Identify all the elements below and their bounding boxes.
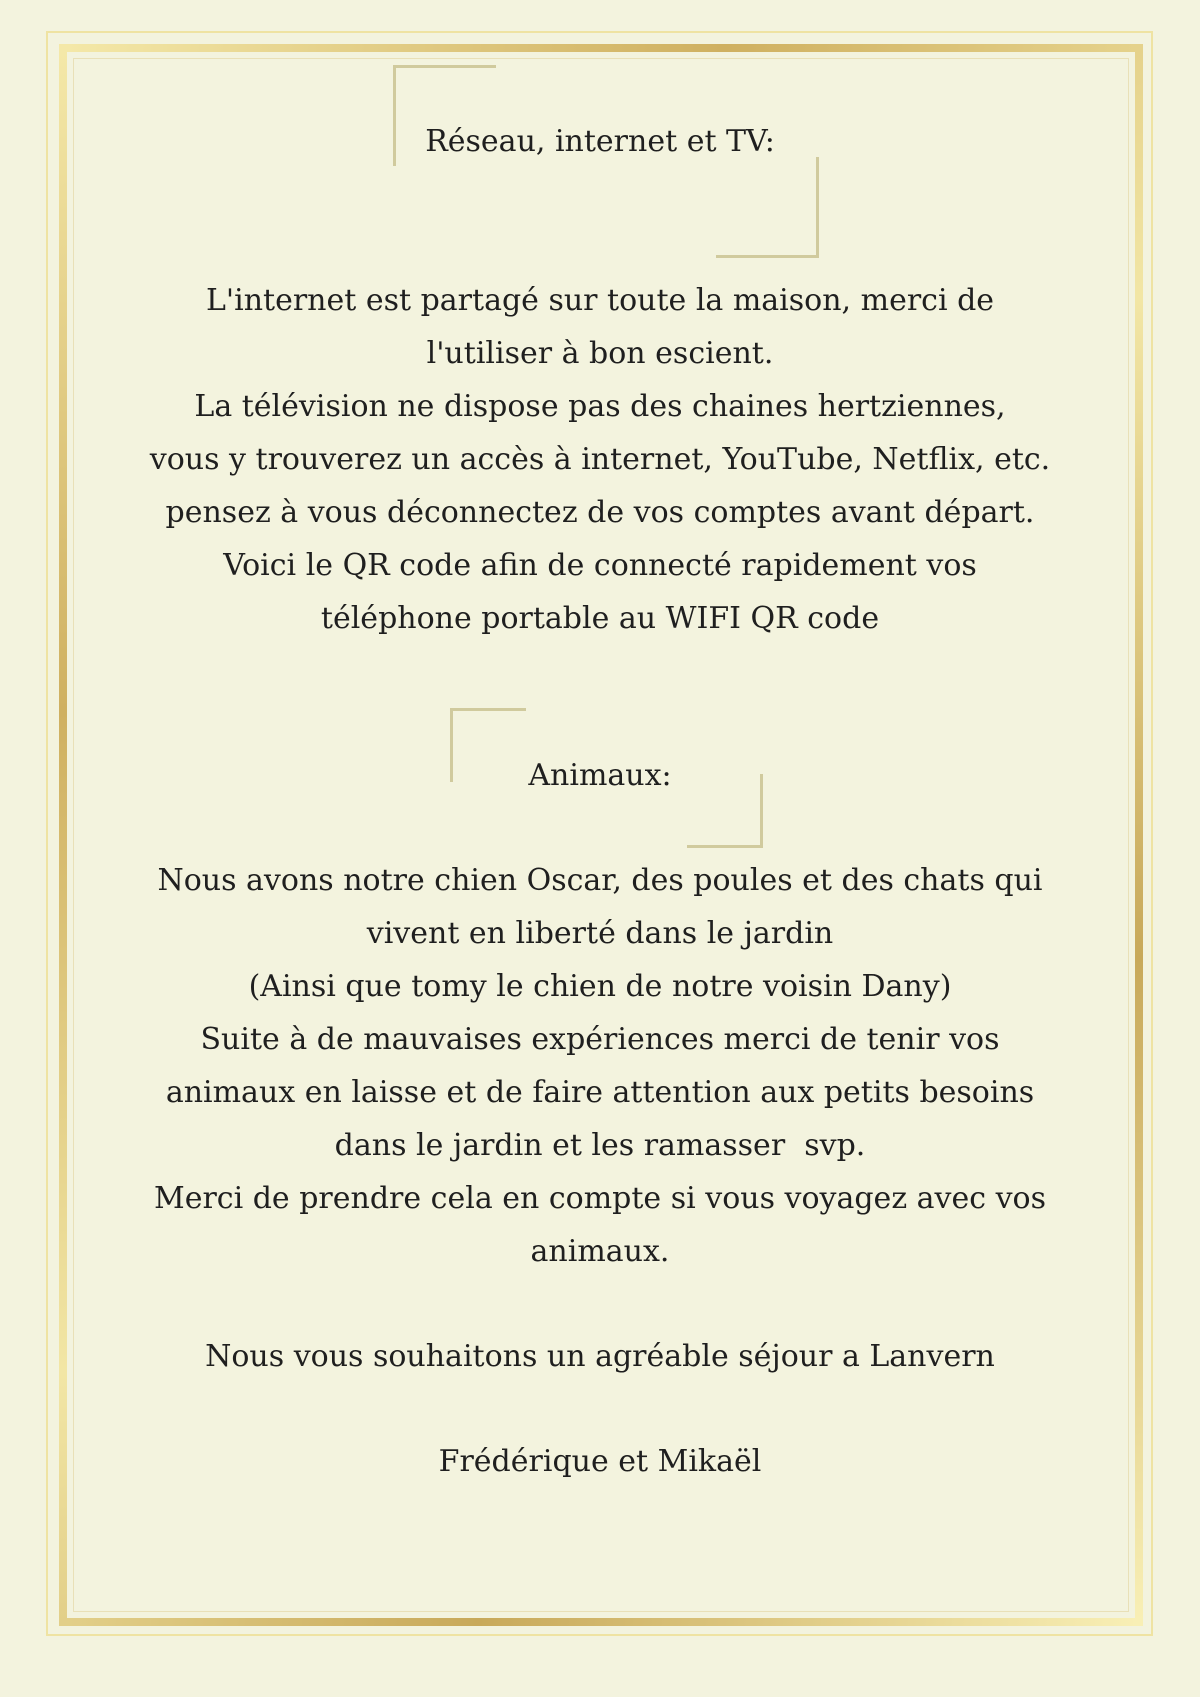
title-bracket-bottom-right [716,157,819,258]
gold-frame-border [59,44,1143,1626]
animals-text-line: (Ainsi que tomy le chien de notre voisin Dany) [248,969,952,1004]
section-title-animals: Animaux: [528,758,672,793]
animals-text-line: animaux. [530,1234,670,1269]
network-text-line: L'internet est partagé sur toute la maison, merci de [205,283,995,318]
network-text-line: La télévision ne dispose pas des chaines hertziennes, [194,389,1006,424]
animals-text-line: animaux en laisse et de faire attention aux petits besoins [165,1075,1035,1110]
network-text-line: téléphone portable au WIFI QR code [320,601,880,636]
animals-text-line: Suite à de mauvaises expériences merci de tenir vos [200,1022,1000,1057]
section-title-network: Réseau, internet et TV: [425,124,775,159]
closing-wish: Nous vous souhaitons un agréable séjour a Lanvern [205,1339,995,1374]
signature: Frédérique et Mikaël [438,1444,762,1479]
animals-text-line: vivent en liberté dans le jardin [366,916,834,951]
animals-text-line: Merci de prendre cela en compte si vous voyagez avec vos [153,1181,1046,1216]
network-text-line: Voici le QR code afin de connecté rapidement vos [223,548,977,583]
network-text-line: l'utiliser à bon escient. [426,336,774,371]
animals-text-line: dans le jardin et les ramasser svp. [334,1128,866,1163]
animals-text-line: Nous avons notre chien Oscar, des poules et des chats qui [157,863,1043,898]
network-text-line: vous y trouverez un accès à internet, YouTube, Netflix, etc. [149,442,1051,477]
network-text-line: pensez à vous déconnectez de vos comptes avant départ. [165,495,1035,530]
